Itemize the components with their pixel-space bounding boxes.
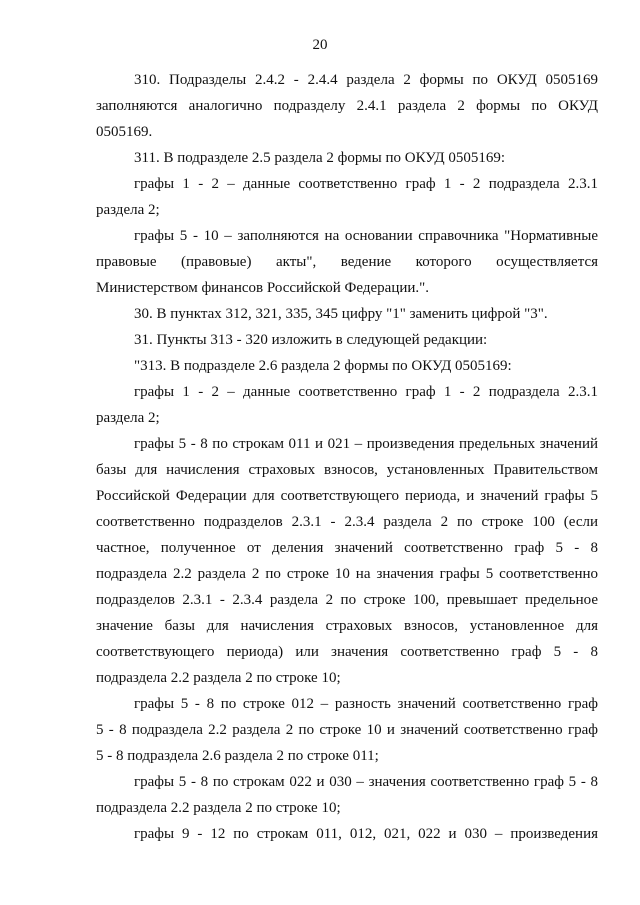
text-line: подразделов 2.3.1 - 2.3.4 раздела 2 по строке 100, превышает предельное — [96, 592, 598, 608]
text-line: 31. Пункты 313 - 320 изложить в следующей редакции: — [134, 332, 488, 348]
text-line: подраздела 2.2 раздела 2 по строке 10; — [96, 670, 341, 686]
text-line: подраздела 2.2 раздела 2 по строке 10 на значения графы 5 соответственно — [96, 566, 598, 582]
text-line: раздела 2; — [96, 202, 160, 218]
text-line: подраздела 2.2 раздела 2 по строке 10; — [96, 800, 341, 816]
text-line: графы 1 - 2 – данные соответственно граф 1 - 2 подраздела 2.3.1 — [134, 384, 598, 400]
text-line: Министерством финансов Российской Федерации.". — [96, 280, 430, 296]
text-line: 30. В пунктах 312, 321, 335, 345 цифру "1" заменить цифрой "3". — [134, 306, 548, 322]
text-line: 310. Подразделы 2.4.2 - 2.4.4 раздела 2 формы по ОКУД 0505169 — [134, 72, 598, 88]
text-line: графы 5 - 8 по строке 012 – разность значений соответственно граф — [134, 696, 598, 712]
text-line: соответствующего периода) или значения соответственно граф 5 - 8 — [96, 644, 598, 660]
page-number: 20 — [312, 37, 328, 53]
text-line: "313. В подразделе 2.6 раздела 2 формы по ОКУД 0505169: — [134, 358, 512, 374]
text-line: графы 1 - 2 – данные соответственно граф 1 - 2 подраздела 2.3.1 — [134, 176, 598, 192]
text-line: частное, полученное от деления значений соответственно граф 5 - 8 — [96, 540, 598, 556]
text-line: 311. В подразделе 2.5 раздела 2 формы по ОКУД 0505169: — [134, 150, 506, 166]
text-line: правовые (правовые) акты", ведение которого осуществляется — [96, 254, 598, 270]
text-line: графы 5 - 8 по строкам 022 и 030 – значения соответственно граф 5 - 8 — [134, 774, 598, 790]
text-line: 5 - 8 подраздела 2.2 раздела 2 по строке 10 и значений соответственно граф — [96, 722, 598, 738]
text-line: графы 5 - 8 по строкам 011 и 021 – произведения предельных значений — [134, 436, 598, 452]
text-line: графы 5 - 10 – заполняются на основании справочника "Нормативные — [134, 228, 598, 244]
text-line: 0505169. — [96, 124, 153, 140]
text-line: соответственно подразделов 2.3.1 - 2.3.4 раздела 2 по строке 100 (если — [96, 514, 598, 530]
text-line: заполняются аналогично подразделу 2.4.1 раздела 2 формы по ОКУД — [96, 98, 598, 114]
text-line: графы 9 - 12 по строкам 011, 012, 021, 022 и 030 – произведения — [134, 826, 598, 842]
text-line: значение базы для начисления страховых взносов, установленное для — [96, 618, 598, 634]
text-line: раздела 2; — [96, 410, 160, 426]
text-line: 5 - 8 подраздела 2.6 раздела 2 по строке 011; — [96, 748, 379, 764]
text-line: Российской Федерации для соответствующего периода, и значений графы 5 — [96, 488, 598, 504]
text-line: базы для начисления страховых взносов, установленных Правительством — [96, 462, 598, 478]
